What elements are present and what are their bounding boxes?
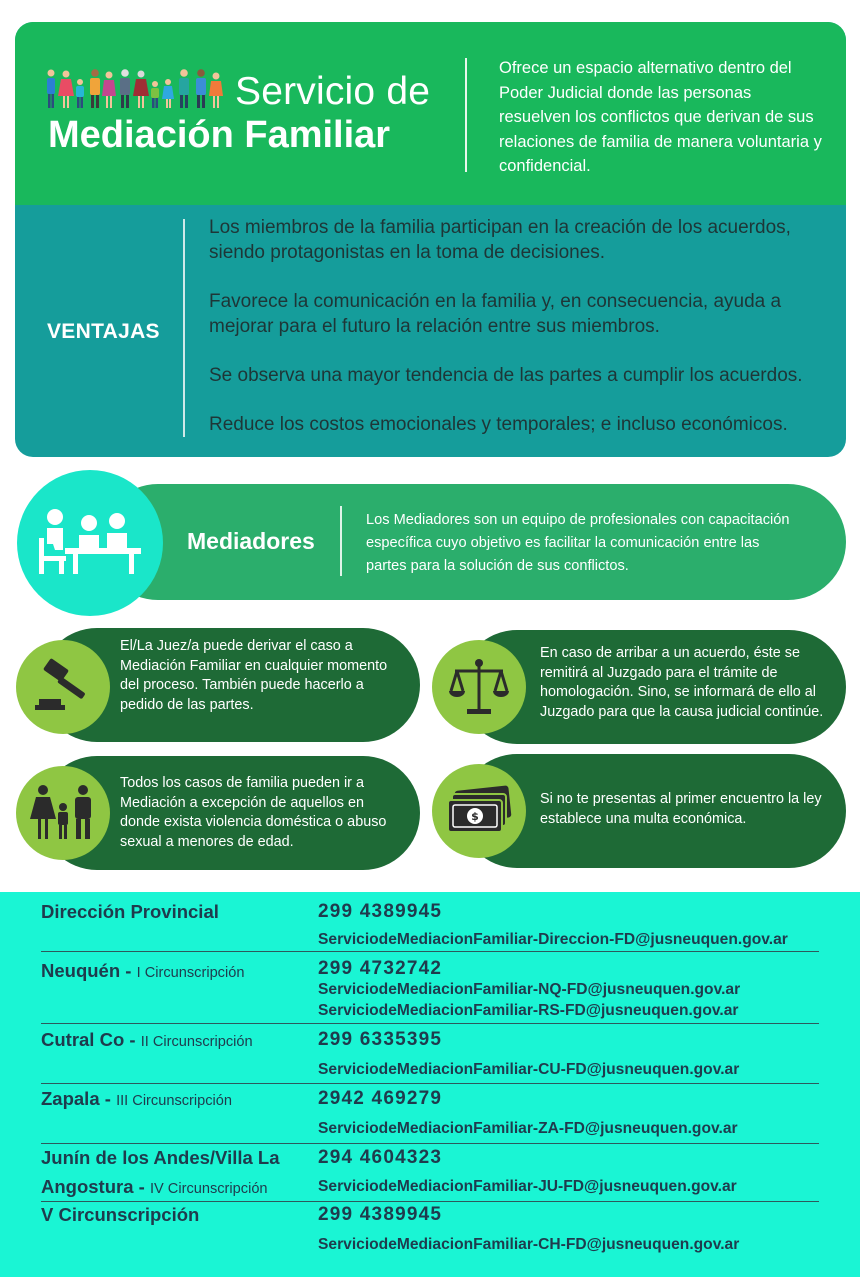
info-icon-circle xyxy=(432,640,526,734)
family-group-icon xyxy=(45,68,225,112)
info-icon-circle xyxy=(432,764,526,858)
hero-divider xyxy=(465,58,467,172)
ventaja-item: Se observa una mayor tendencia de las partes a cumplir los acuerdos. xyxy=(209,365,803,386)
contact-name-sub: I Circunscripción xyxy=(136,965,245,981)
info-text: El/La Juez/a puede derivar el caso a Mediación Familiar en cualquier momento del proceso. También puede hacerlo a pedido de las partes. xyxy=(120,638,388,713)
info-icon-circle xyxy=(16,766,110,860)
mediadores-description: Los Mediadores son un equipo de profesionales con capacitación específica cuyo objetivo es facilitar la comunicación entre las partes para la solución de sus conflictos. xyxy=(366,512,790,574)
contact-email[interactable]: ServiciodeMediacionFamiliar-JU-FD@jusneuquen.gov.ar xyxy=(318,1178,737,1195)
mediadores-badge xyxy=(17,470,163,616)
contacts-section xyxy=(0,892,860,1277)
scales-icon xyxy=(447,657,511,717)
contact-name xyxy=(41,956,244,988)
contact-name-main: Cutral Co - xyxy=(41,1029,136,1050)
ventajas-divider xyxy=(183,219,185,437)
contact-name-main: Zapala - xyxy=(41,1088,111,1109)
ventajas-label: VENTAJAS xyxy=(47,320,160,343)
ventaja-item: Favorece la comunicación en la familia y, en consecuencia, ayuda a mejorar para el futuro la relación entre sus miembros. xyxy=(209,291,782,337)
info-icon-circle xyxy=(16,640,110,734)
info-text: Todos los casos de familia pueden ir a Mediación a excepción de aquellos en donde exista violencia doméstica o abuso sexual a menores de edad. xyxy=(120,775,387,850)
hero-banner xyxy=(15,22,846,205)
contact-name-sub: II Circunscripción xyxy=(140,1034,253,1050)
ventaja-item: Los miembros de la familia participan en la creación de los acuerdos, siendo protagonistas en la toma de decisiones. xyxy=(209,217,791,263)
info-text: En caso de arribar a un acuerdo, éste se remitirá al Juzgado para el trámite de homologación. Sino, se informará de ello al Juzgado para que la causa judicial continúe. xyxy=(540,645,824,720)
money-icon xyxy=(444,784,514,838)
info-text: Si no te presentas al primer encuentro la ley establece una multa económica. xyxy=(540,791,822,827)
title-line-1: Servicio de xyxy=(235,70,431,113)
contact-name: V Circunscripción xyxy=(41,1204,200,1225)
contact-name-main: Neuquén - xyxy=(41,960,132,981)
mediadores-divider xyxy=(340,506,342,576)
ventaja-item: Reduce los costos emocionales y temporales; e incluso económicos. xyxy=(209,414,788,435)
contact-phone[interactable]: 299 4389945 xyxy=(318,901,443,922)
title-line-2: Mediación Familiar xyxy=(48,114,391,156)
mediadores-title: Mediadores xyxy=(187,528,315,554)
contact-phone[interactable]: 299 4389945 xyxy=(318,1204,443,1225)
contact-name-main: Angostura - xyxy=(41,1176,145,1197)
contact-phone[interactable]: 294 4604323 xyxy=(318,1147,443,1168)
intro-card xyxy=(15,22,846,457)
gavel-icon xyxy=(31,657,95,717)
contact-name xyxy=(41,1025,253,1057)
contact-name: Dirección Provincial xyxy=(41,901,219,922)
contact-name: Junín de los Andes/Villa La xyxy=(41,1147,280,1168)
contact-phone[interactable]: 2942 469279 xyxy=(318,1088,443,1109)
ventajas-list xyxy=(209,215,829,457)
contact-email[interactable]: ServiciodeMediacionFamiliar-NQ-FD@jusneuquen.gov.ar xyxy=(318,981,741,998)
contact-email[interactable]: ServiciodeMediacionFamiliar-RS-FD@jusneuquen.gov.ar xyxy=(318,1002,739,1019)
contact-name-sub: III Circunscripción xyxy=(116,1093,233,1109)
row-divider xyxy=(41,951,819,952)
row-divider xyxy=(41,1023,819,1024)
contact-email[interactable]: ServiciodeMediacionFamiliar-CU-FD@jusneuquen.gov.ar xyxy=(318,1061,740,1078)
contact-phone[interactable]: 299 6335395 xyxy=(318,1029,443,1050)
contact-name-sub: IV Circunscripción xyxy=(149,1181,268,1197)
contact-email[interactable]: ServiciodeMediacionFamiliar-CH-FD@jusneuquen.gov.ar xyxy=(318,1236,740,1253)
contact-phone[interactable]: 299 4732742 xyxy=(318,958,443,979)
contact-email[interactable]: ServiciodeMediacionFamiliar-Direccion-FD@jusneuquen.gov.ar xyxy=(318,931,788,948)
hero-description: Ofrece un espacio alternativo dentro del Poder Judicial donde las personas resuelven los conflictos que derivan de sus relaciones de familia de manera voluntaria y confidencial. xyxy=(499,59,822,175)
meeting-icon xyxy=(37,508,143,578)
contact-email[interactable]: ServiciodeMediacionFamiliar-ZA-FD@jusneuquen.gov.ar xyxy=(318,1120,738,1137)
contact-name xyxy=(41,1084,232,1116)
svg-text:$: $ xyxy=(471,810,479,823)
family-icon xyxy=(30,783,96,843)
